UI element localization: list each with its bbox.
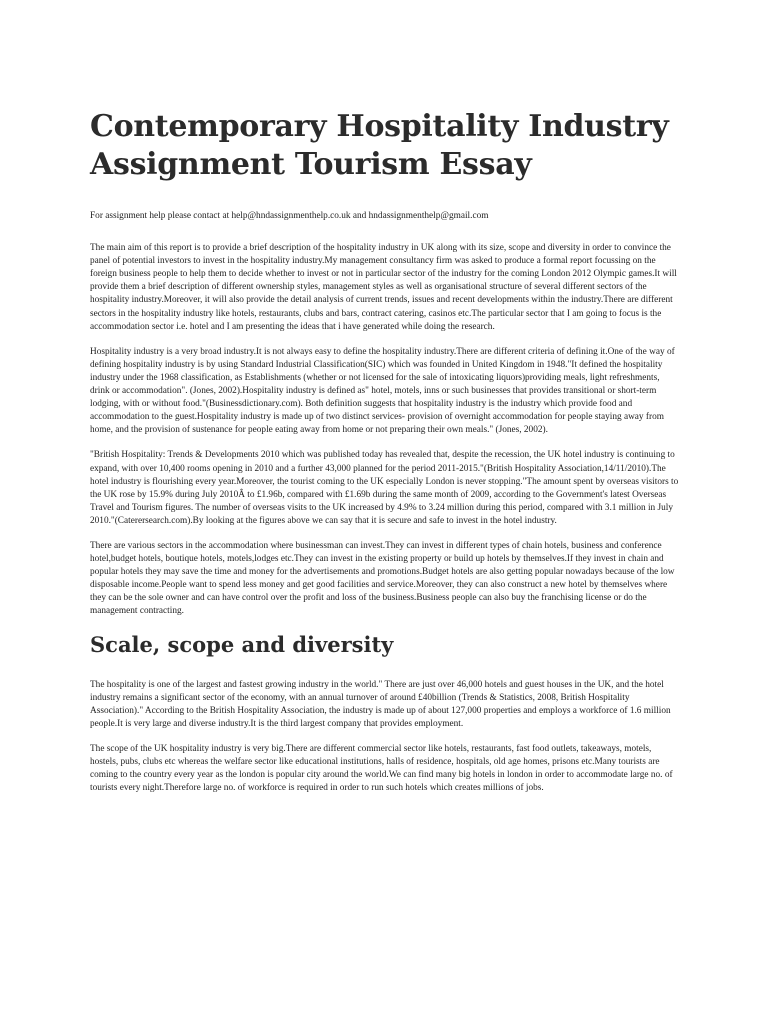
paragraph-scope: The scope of the UK hospitality industry is very big.There are different commercial sector like hotels, restaurants, fast food outlets, takeaways, motels, hostels, pubs, clubs etc whereas the welfare sector like educational institutions, halls of residence, hospitals, old age homes, prisons etc.Many tourists are coming to the country every year as the london is popular city around the world.We can find many big hotels in london in order to accommodate large no. of tourists every night.Therefore large no. of workforce is required in order to run such hotels which creates millions of jobs. (90, 743, 673, 794)
paragraph-scale: The hospitality is one of the largest and fastest growing industry in the world." There are just over 46,000 hotels and guest houses in the UK, and the hotel industry remains a significant sector of the economy, with an annual turnover of around £40billion (Trends & Statistics, 2008, British Hospitality Association)." According to the British Hospitality Association, the industry is made up of about 127,000 properties and employs a workforce of 1.6 million people.It is very large and diverse industry.It is the third largest company that provides employment. (90, 679, 671, 729)
document-title: Contemporary Hospitality Industry Assignment Tourism Essay (90, 109, 669, 182)
paragraph-sectors: There are various sectors in the accommodation where businessman can invest.They can invest in different types of chain hotels, business and conference hotel,budget hotels, boutique hotels, motels,lodges etc.They can invest in the existing property or build up hotels by themselves.If they invest in chain and popular hotels they may save the time and money for the advertisements and promotions.Budget hotels are also getting popular nowadays because of the low disposable income.People want to spend less money and get good facilities and service.Moreover, they can also construct a new hotel by themselves where they can be the sole owner and can have control over the profit and loss of the business.Business people can also buy the franchising license or do the management contracting. (90, 540, 675, 617)
contact-line: For assignment help please contact at help@hndassignmenthelp.co.uk and hndassignmenthelp@gmail.com (90, 211, 489, 221)
document-page (90, 108, 680, 807)
section-heading: Scale, scope and diversity (90, 631, 394, 657)
paragraph-definition: Hospitality industry is a very broad industry.It is not always easy to define the hospitality industry.There are different criteria of defining it.One of the way of defining hospitality industry is by using Standard Industrial Classification(SIC) which was founded in United Kingdom in 1948."It defined the hospitality industry under the 1968 classification, as Establishments (whether or not licensed for the sale of intoxicating liquors)providing meals, light refreshments, drink or accommodation". (Jones, 2002).Hospitality industry is defined as" hotel, motels, inns or such businesses that provides transitional or short-term lodging, with or without food."(Businessdictionary.com). Both definition suggests that hospitality industry is the industry which provide food and accommodation to the guest.Hospitality industry is made up of two distinct services- provision of overnight accommodation for people staying away from home, and the provision of sustenance for people eating away from home or not preparing their own meals." (Jones, 2002). (90, 346, 675, 436)
paragraph-trends: "British Hospitality: Trends & Developments 2010 which was published today has revealed that, despite the recession, the UK hotel industry is continuing to expand, with over 10,400 rooms opening in 2010 and a further 43,000 planned for the period 2011-2015."(British Hospitality Association,14/11/2010).The hotel industry is flourishing every year.Moreover, the tourist coming to the UK especially London is never stopping."The amount spent by overseas visitors to the UK rose by 15.9% during July 2010Â to £1.96b, compared with £1.69b during the same month of 2009, according to the Government's latest Overseas Travel and Tourism figures. The number of overseas visits to the UK increased by 4.9% to 3.24 million during this period, compared with 3.1 million in July 2010."(Caterersearch.com).By looking at the figures above we can say that it is secure and safe to invest in the hotel industry. (90, 450, 679, 526)
paragraph-intro: The main aim of this report is to provide a brief description of the hospitality industry in UK along with its size, scope and diversity in order to convince the panel of potential investors to invest in the hospitality industry.My management consultancy firm was asked to produce a formal report focussing on the foreign business people to help them to decide whether to invest or not in particular sector of the industry for the coming London 2012 Olympic games.It will provide them a brief description of different ownership styles, management styles as well as organisational structure of several different sectors of the hospitality industry.Moreover, it will also provide the detail analysis of current trends, issues and recent developments within the industry.There are different sectors in the hospitality industry like hotels, restaurants, clubs and bars, contract catering, casinos etc.The particular sector that I am going to focus is the accommodation sector i.e. hotel and I am presenting the ideas that i have generated while doing the research. (90, 243, 677, 332)
